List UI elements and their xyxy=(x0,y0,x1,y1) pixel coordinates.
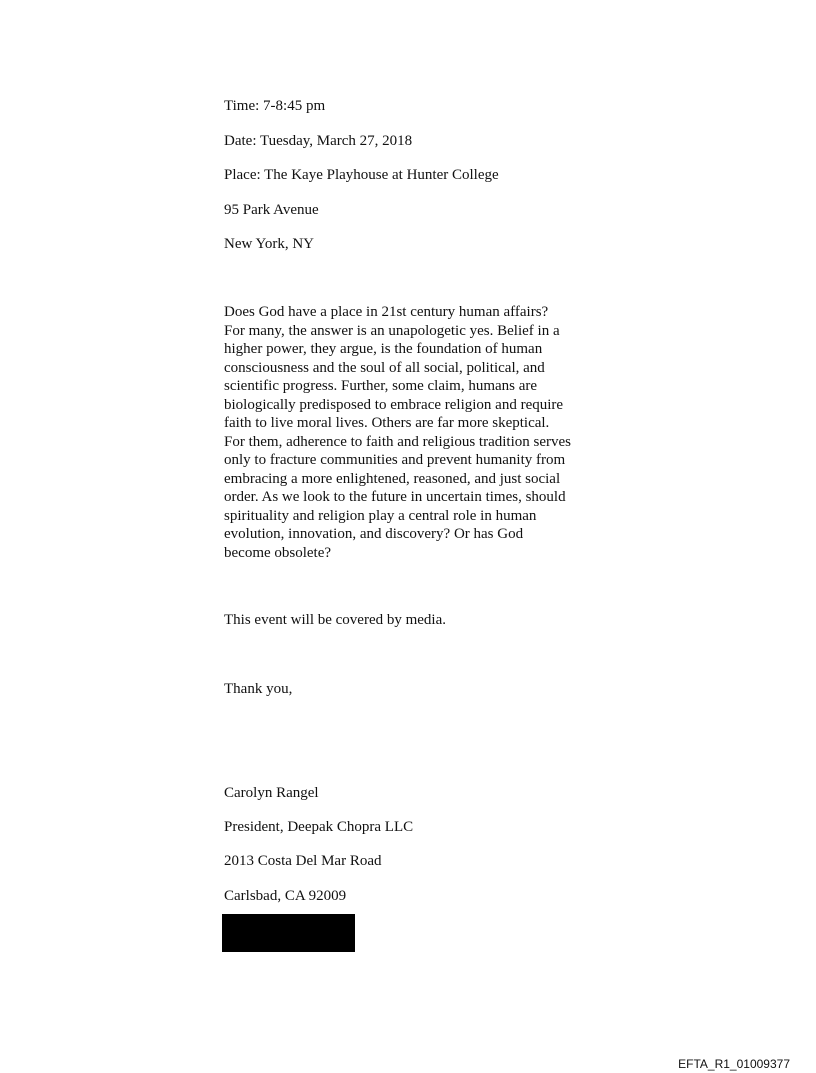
closing: Thank you, xyxy=(224,681,293,697)
description-line: For them, adherence to faith and religious tradition serves xyxy=(224,433,571,450)
media-note: This event will be covered by media. xyxy=(224,612,447,628)
description-line: faith to live moral lives. Others are far more skeptical. xyxy=(224,415,550,431)
event-place: Place: The Kaye Playhouse at Hunter College xyxy=(224,167,499,183)
signature-name: Carolyn Rangel xyxy=(224,785,319,801)
description-line: evolution, innovation, and discovery? Or has God xyxy=(224,526,524,542)
description-line: consciousness and the soul of all social, political, and xyxy=(224,359,545,376)
description-line: scientific progress. Further, some claim, humans are xyxy=(224,378,538,394)
event-time: Time: 7-8:45 pm xyxy=(224,98,326,114)
description-line: embracing a more enlightened, reasoned, and just social xyxy=(224,470,561,487)
description-line: higher power, they argue, is the foundation of human xyxy=(224,341,543,357)
description-line: For many, the answer is an unapologetic yes. Belief in a xyxy=(224,322,560,339)
description-line: spirituality and religion play a central role in human xyxy=(224,507,537,524)
signature-city: Carlsbad, CA 92009 xyxy=(224,888,347,904)
event-date: Date: Tuesday, March 27, 2018 xyxy=(224,133,413,149)
description-line: only to fracture communities and prevent humanity from xyxy=(224,452,566,468)
event-description xyxy=(224,303,604,562)
description-line: Does God have a place in 21st century human affairs? xyxy=(224,304,549,320)
description-line: become obsolete? xyxy=(224,544,332,561)
description-line: order. As we look to the future in uncertain times, should xyxy=(224,489,566,505)
signature-title: President, Deepak Chopra LLC xyxy=(224,819,414,835)
document-id: EFTA_R1_01009377 xyxy=(678,1057,790,1071)
signature-address: 2013 Costa Del Mar Road xyxy=(224,853,382,869)
redaction-block xyxy=(222,914,355,952)
event-street: 95 Park Avenue xyxy=(224,202,319,218)
description-line: biologically predisposed to embrace religion and require xyxy=(224,396,564,413)
event-city: New York, NY xyxy=(224,236,315,252)
